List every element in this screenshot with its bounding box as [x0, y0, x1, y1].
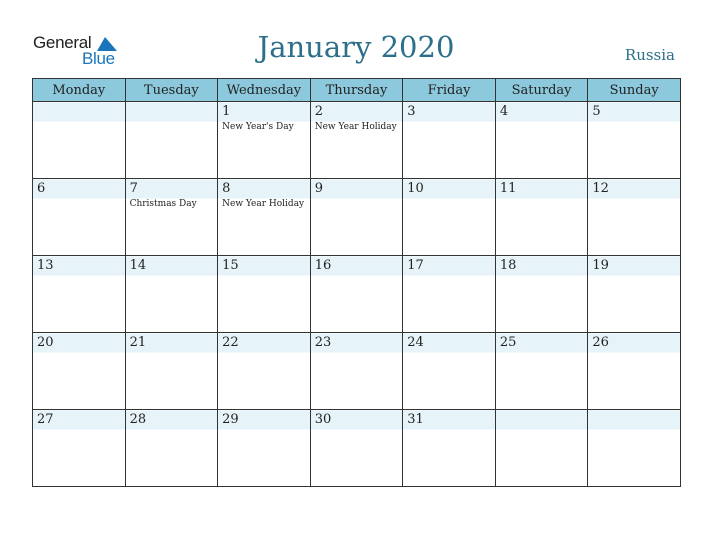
week-row: [33, 102, 681, 179]
day-cell: [33, 102, 126, 179]
day-cell: [495, 410, 588, 487]
weekday-header: Sunday: [588, 79, 681, 102]
day-number: 24: [407, 335, 424, 350]
logo-text-blue: Blue: [82, 49, 115, 68]
day-cell: [218, 102, 311, 179]
day-cell: [125, 102, 218, 179]
day-cell: [495, 256, 588, 333]
day-cell: [403, 256, 496, 333]
day-number: 2: [314, 104, 323, 119]
day-number: 17: [407, 258, 424, 273]
day-cell: [33, 256, 126, 333]
day-number: 8: [222, 181, 231, 196]
calendar-title: January 2020: [257, 30, 455, 64]
day-cell: [310, 256, 403, 333]
day-number: 5: [592, 104, 601, 119]
day-number: 25: [499, 335, 517, 350]
day-cell: [403, 102, 496, 179]
day-cell: [495, 179, 588, 256]
day-cell: [218, 410, 311, 487]
day-number: 4: [499, 104, 509, 119]
day-cell: [218, 256, 311, 333]
holiday-label: New Year's Day: [222, 122, 294, 132]
day-number: 29: [222, 412, 239, 427]
logo-text-general: General: [33, 33, 92, 52]
day-number: 26: [592, 335, 609, 350]
weekday-header: Friday: [403, 79, 496, 102]
day-cell: [588, 333, 681, 410]
day-number: 10: [407, 181, 424, 196]
week-row: [33, 179, 681, 256]
day-cell: [33, 410, 126, 487]
country-label: Russia: [624, 46, 675, 64]
day-cell: [218, 333, 311, 410]
day-cell: [403, 410, 496, 487]
day-cell: [218, 179, 311, 256]
day-cell: [588, 256, 681, 333]
day-cell: [125, 333, 218, 410]
day-cell: [310, 102, 403, 179]
day-number: 31: [407, 412, 424, 427]
weekday-header: Monday: [33, 79, 126, 102]
day-cell: [588, 102, 681, 179]
day-number: 15: [222, 258, 239, 273]
day-number: 19: [592, 258, 609, 273]
day-number: 6: [37, 181, 46, 196]
weekday-header-row: [33, 79, 681, 102]
week-row: [33, 333, 681, 410]
day-cell: [33, 179, 126, 256]
weekday-header: Thursday: [310, 79, 403, 102]
weekday-header: Wednesday: [218, 79, 311, 102]
day-number: 30: [314, 412, 332, 427]
day-number: 21: [129, 335, 147, 350]
day-cell: [310, 410, 403, 487]
holiday-label: New Year Holiday: [222, 199, 305, 209]
holiday-label: Christmas Day: [129, 199, 197, 209]
day-number: 12: [592, 181, 609, 196]
day-number: 13: [37, 258, 54, 273]
day-number: 27: [37, 412, 54, 427]
day-cell: [588, 410, 681, 487]
weekday-header: Saturday: [495, 79, 588, 102]
day-number: 18: [499, 258, 517, 273]
day-number: 11: [499, 181, 517, 196]
holiday-label: New Year Holiday: [314, 122, 397, 132]
day-cell: [310, 333, 403, 410]
day-cell: [495, 333, 588, 410]
day-cell: [125, 256, 218, 333]
week-row: [33, 256, 681, 333]
day-cell: [495, 102, 588, 179]
day-number: 22: [222, 335, 239, 350]
day-number: 16: [314, 258, 332, 273]
day-number: 20: [37, 335, 54, 350]
day-cell: [125, 410, 218, 487]
day-number: 23: [314, 335, 332, 350]
day-number: 7: [129, 181, 138, 196]
day-number: 9: [314, 181, 323, 196]
day-number: 1: [222, 104, 231, 119]
day-number: 28: [129, 412, 147, 427]
day-cell: [403, 333, 496, 410]
weekday-header: Tuesday: [125, 79, 218, 102]
day-cell: [33, 333, 126, 410]
day-number: 3: [407, 104, 416, 119]
day-cell: [310, 179, 403, 256]
calendar-grid: [32, 78, 681, 487]
week-row: [33, 410, 681, 487]
day-cell: [403, 179, 496, 256]
day-cell: [588, 179, 681, 256]
day-number: 14: [129, 258, 147, 273]
day-cell: [125, 179, 218, 256]
